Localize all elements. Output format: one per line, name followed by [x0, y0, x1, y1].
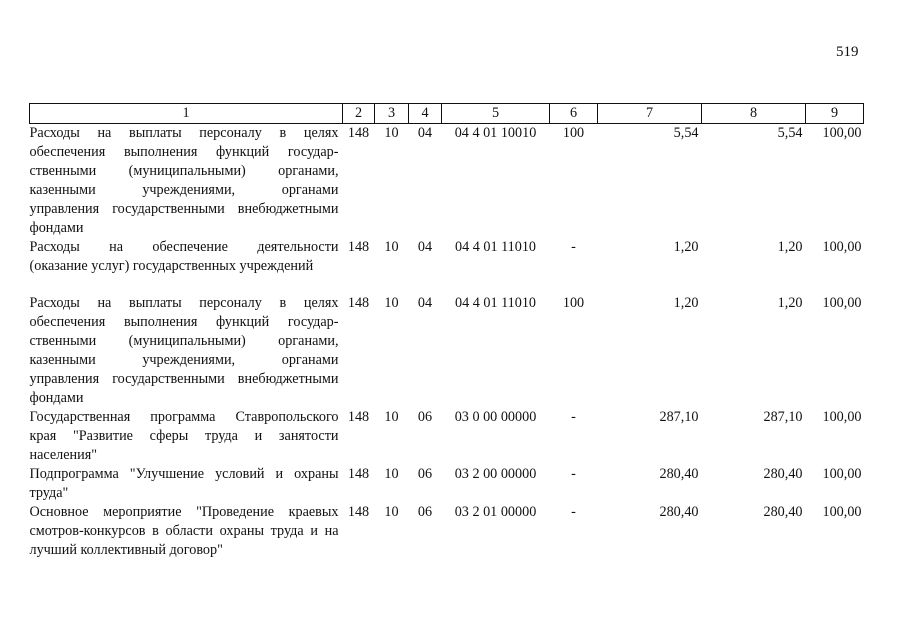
row-description: [30, 238, 343, 294]
table-row: [30, 408, 864, 465]
description-line: Подпрограмма "Улучшение условий и охраны: [29, 466, 339, 482]
cell-amount-fact: 287,10: [763, 409, 803, 425]
cell-amount-plan: 280,40: [659, 466, 699, 482]
table-row: [30, 465, 864, 503]
column-header: 1: [30, 104, 343, 124]
cell-subsection: 04: [417, 295, 433, 311]
table-row: [30, 294, 864, 408]
description-line: ственными (муниципальными) органами,: [29, 163, 339, 179]
cell-target-article: 04 4 01 11010: [454, 239, 537, 255]
page-number: 519: [836, 44, 859, 60]
description-line: казенными учреждениями, органами: [29, 182, 339, 198]
table-row: [30, 124, 864, 239]
cell-amount-plan: 5,54: [673, 125, 699, 141]
row-description: [30, 124, 343, 239]
cell-percent: 100,00: [822, 125, 862, 141]
cell-section: 10: [384, 295, 399, 311]
description-line: (оказание услуг) государственных учреждений: [29, 258, 314, 274]
cell-amount-fact: 1,20: [777, 295, 803, 311]
cell-percent: 100,00: [822, 295, 862, 311]
cell-expense-type: 100: [562, 125, 585, 141]
column-header: 3: [375, 104, 409, 124]
cell-percent: 100,00: [822, 504, 862, 520]
description-line: Основное мероприятие "Проведение краевых: [29, 504, 339, 520]
column-header: 5: [442, 104, 550, 124]
cell-code: 148: [347, 295, 370, 311]
column-header: 2: [343, 104, 375, 124]
cell-amount-fact: 280,40: [763, 504, 803, 520]
cell-expense-type: -: [571, 409, 576, 425]
description-line: края "Развитие сферы труда и занятости: [29, 428, 339, 444]
description-line: обеспечения выполнения функций государ-: [29, 144, 339, 160]
cell-section: 10: [384, 409, 399, 425]
cell-subsection: 04: [417, 239, 433, 255]
description-line: Расходы на выплаты персоналу в целях: [29, 125, 339, 141]
cell-amount-fact: 280,40: [763, 466, 803, 482]
column-header: 4: [409, 104, 442, 124]
cell-expense-type: -: [571, 239, 576, 255]
cell-amount-plan: 1,20: [673, 239, 699, 255]
cell-section: 10: [384, 239, 399, 255]
cell-subsection: 06: [417, 504, 433, 520]
row-description: [30, 408, 343, 465]
cell-target-article: 03 2 01 00000: [454, 504, 537, 520]
cell-code: 148: [347, 504, 370, 520]
description-line: управления государственными внебюджетными: [29, 201, 339, 217]
cell-code: 148: [347, 466, 370, 482]
description-line: населения": [29, 447, 98, 463]
cell-percent: 100,00: [822, 239, 862, 255]
column-header: 9: [806, 104, 864, 124]
column-header: 8: [702, 104, 806, 124]
description-line: смотров-конкурсов в области охраны труда и на: [29, 523, 339, 539]
description-line: управления государственными внебюджетными: [29, 371, 339, 387]
cell-section: 10: [384, 125, 399, 141]
description-line: Расходы на выплаты персоналу в целях: [29, 295, 339, 311]
cell-amount-fact: 1,20: [777, 239, 803, 255]
column-header: 6: [550, 104, 598, 124]
cell-code: 148: [347, 125, 370, 141]
description-line: казенными учреждениями, органами: [29, 352, 339, 368]
cell-amount-fact: 5,54: [777, 125, 803, 141]
description-line: труда": [29, 485, 69, 501]
cell-code: 148: [347, 239, 370, 255]
cell-amount-plan: 280,40: [659, 504, 699, 520]
cell-expense-type: -: [571, 504, 576, 520]
cell-percent: 100,00: [822, 466, 862, 482]
description-line: Государственная программа Ставропольского: [29, 409, 339, 425]
column-number-header: [30, 104, 864, 124]
cell-subsection: 06: [417, 409, 433, 425]
cell-percent: 100,00: [822, 409, 862, 425]
cell-target-article: 04 4 01 10010: [454, 125, 537, 141]
cell-section: 10: [384, 466, 399, 482]
row-description: [30, 465, 343, 503]
column-header: 7: [598, 104, 702, 124]
cell-amount-plan: 287,10: [659, 409, 699, 425]
cell-expense-type: -: [571, 466, 576, 482]
description-line: обеспечения выполнения функций государ-: [29, 314, 339, 330]
cell-section: 10: [384, 504, 399, 520]
table-row: [30, 503, 864, 561]
table-row: [30, 238, 864, 294]
row-description: [30, 294, 343, 408]
description-line: лучший коллективный договор": [29, 542, 223, 558]
cell-amount-plan: 1,20: [673, 295, 699, 311]
description-line: ственными (муниципальными) органами,: [29, 333, 339, 349]
description-line: Расходы на обеспечение деятельности: [29, 239, 339, 255]
cell-target-article: 03 2 00 00000: [454, 466, 537, 482]
cell-expense-type: 100: [562, 295, 585, 311]
row-description: [30, 503, 343, 561]
cell-code: 148: [347, 409, 370, 425]
description-line: фондами: [29, 390, 84, 406]
cell-target-article: 04 4 01 11010: [454, 295, 537, 311]
budget-table: [29, 103, 864, 561]
description-line: фондами: [29, 220, 84, 236]
cell-subsection: 04: [417, 125, 433, 141]
cell-target-article: 03 0 00 00000: [454, 409, 537, 425]
cell-subsection: 06: [417, 466, 433, 482]
